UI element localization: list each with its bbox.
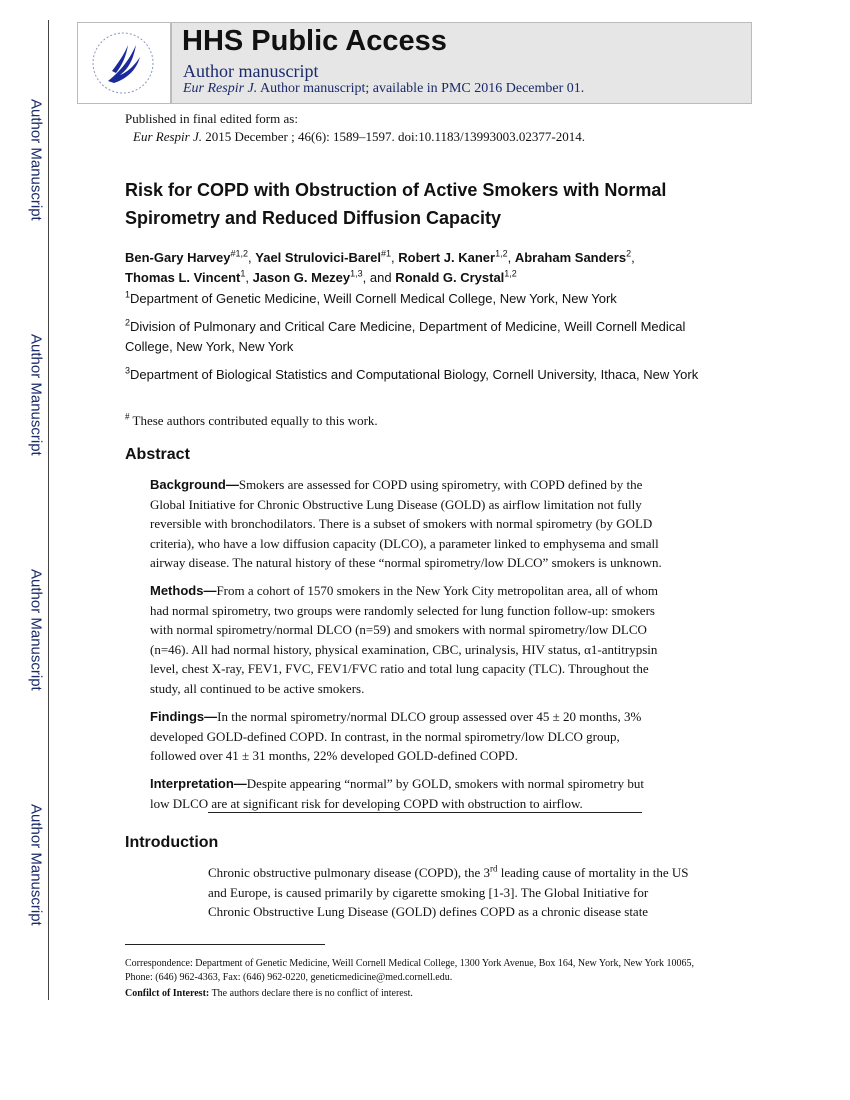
footnote-rule [125,944,325,945]
sidebar-author-manuscript: Author Manuscript [27,804,45,926]
availability: Eur Respir J. Author manuscript; available in PMC 2016 December 01. [183,81,585,96]
abstract-methods: Methods—From a cohort of 1570 smokers in the New York City metropolitan area, all of whom had normal spirometry, two groups were randomly selected for lung function follow-up: smokers with normal spirometry/normal DLCO (n=59) and smokers with normal spirometry/low DLCO (n=46). All had normal history, physical examination, CBC, urinalysis, HIV status, α1-antitrypsin level, chest X-ray, FEV1, FVC, FEV1/FVC ratio and total lung capacity (TLC). Throughout the study, all continued to be active smokers. [150,583,659,696]
affiliation: $^2$Division of Pulmonary and Critical Care Medicine, Department of Medicine, Weill Cornell Medical College, New York, New York [125,317,686,354]
equal-contribution-note: # These authors contributed equally to this work. [125,411,378,428]
abstract-end-rule [208,812,642,813]
published-info: Published in final edited form as: Eur Respir J. 2015 December ; 46(6): 1589–1597. doi:10.1183/13993003.02377-2014. [125,111,585,144]
affiliation: $^1$Department of Genetic Medicine, Weill Cornell Medical College, New York, New York [125,289,617,306]
paper-title: Risk for COPD with Obstruction of Active Smokers with Normal Spirometry and Reduced Diffusion Capacity [125,180,667,228]
conflict-of-interest-note: Confilct of Interest: The authors declare there is no conflict of interest. [125,988,413,999]
affiliation: $^3$Department of Biological Statistics and Computational Biology, Cornell University, Ithaca, New York [125,365,699,382]
hhs-header [77,22,752,104]
author-manuscript-label: Author manuscript [183,61,319,81]
abstract-heading: Abstract [125,446,190,463]
correspondence-note: Correspondence: Department of Genetic Medicine, Weill Cornell Medical College, 1300 York Avenue, Box 164, New York, New York 10065, Phone: (646) 962-4363, Fax: (646) 962-0220, geneticmedicine@med.cornell.edu. [125,958,695,983]
hhs-title: HHS Public Access [182,25,447,57]
abstract-background: Background—Smokers are assessed for COPD using spirometry, with COPD defined by the Global Initiative for Chronic Obstructive Lung Disease (GOLD) as airflow limitation not fully reversible with bronchodilators. There is a subset of smokers with normal spirometry (by GOLD criteria), who have a low diffusion capacity (DLCO), a parameter linked to emphysema and small airway disease. The natural history of these “normal spirometry/low DLCO” smokers is unknown. [150,477,662,571]
abstract-interpretation: Interpretation—Despite appearing “normal” by GOLD, smokers with normal spirometry but low DLCO are at significant risk for developing COPD with obstruction to airflow. [150,776,644,811]
sidebar-divider [48,20,49,1000]
introduction-heading: Introduction [125,834,219,851]
sidebar-author-manuscript: Author Manuscript [27,334,45,456]
sidebar-author-manuscript: Author Manuscript [27,569,45,691]
author-list: Ben-Gary Harvey$^{\#1,2}$, Yael Strulovici-Barel$^{\#1}$, Robert J. Kaner$^{1,2}$, Abraham Sanders$^2$, Thomas L. Vincent$^1$, Jason G. Mezey$^{1,3}$, and Ronald G. Crystal$^{1,2}$ [125,248,635,285]
introduction-text: Chronic obstructive pulmonary disease (COPD), the 3rd leading cause of mortality in the US and Europe, is caused primarily by cigarette smoking [1-3]. The Global Initiative for Chronic Obstructive Lung Disease (GOLD) defines COPD as a chronic disease state [208,863,689,920]
hhs-logo-icon [78,23,172,103]
sidebar-author-manuscript: Author Manuscript [27,99,45,221]
abstract-findings: Findings—In the normal spirometry/normal DLCO group assessed over 45 ± 20 months, 3% developed GOLD-defined COPD. In contrast, in the normal spirometry/low DLCO group, followed over 41 ± 31 months, 22% developed GOLD-defined COPD. [150,709,642,764]
